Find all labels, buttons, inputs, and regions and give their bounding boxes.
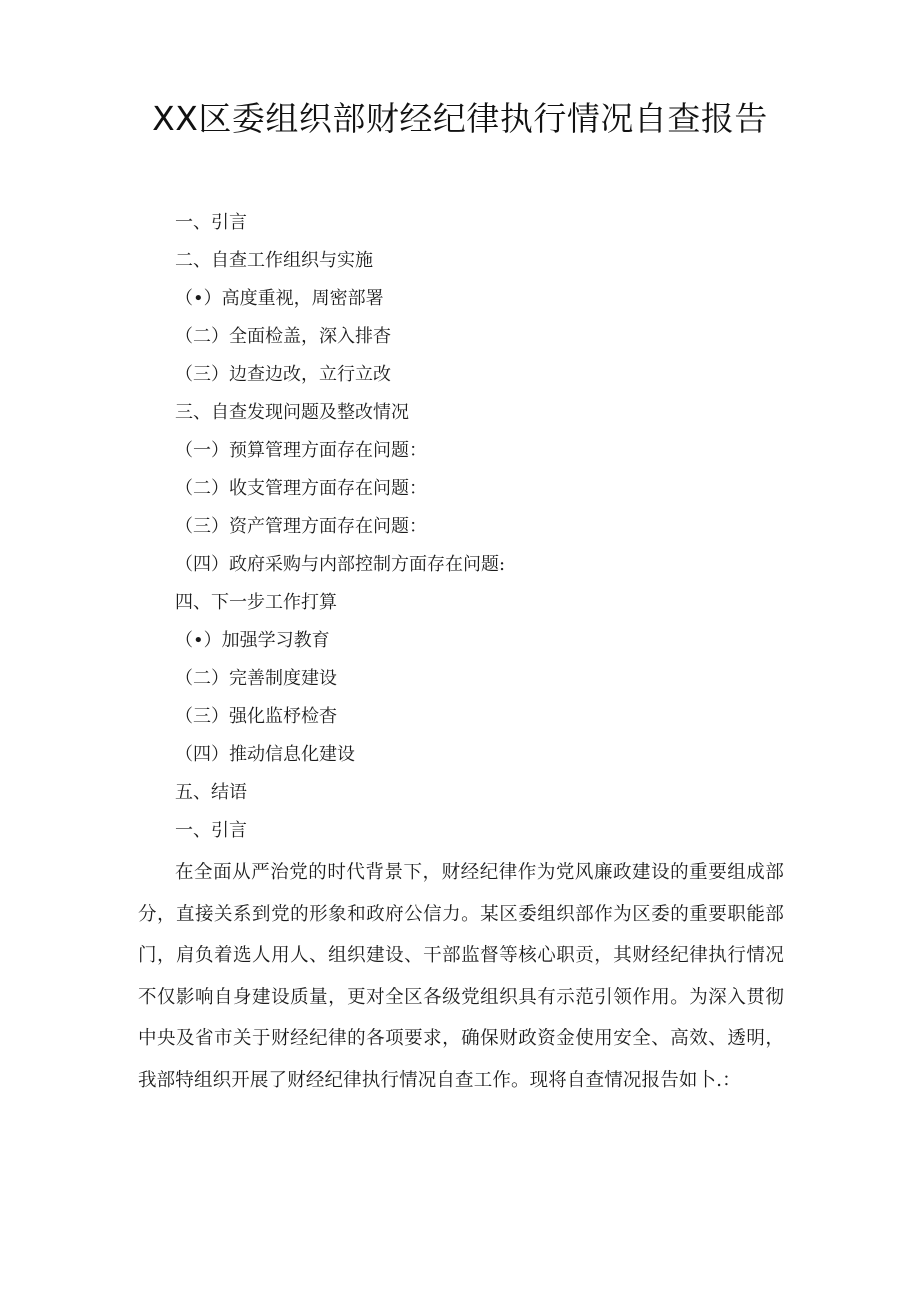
toc-item: （一）预算管理方面存在问题：	[175, 440, 427, 461]
toc-item: （二）完善制度建设	[175, 668, 337, 689]
toc-item: 三、自查发现问题及整改情况	[175, 402, 409, 423]
section-heading-introduction: 一、引言	[175, 820, 247, 841]
table-of-contents	[175, 204, 795, 812]
toc-item: （四）推动信息化建设	[175, 744, 355, 765]
toc-item: （三）资产管理方面存在问题：	[175, 516, 427, 537]
toc-item: 二、自查工作组织与实施	[175, 250, 373, 271]
toc-item: 五、结语	[175, 782, 247, 803]
toc-item: 四、下一步工作打算	[175, 592, 337, 613]
toc-item: 一、引言	[175, 212, 247, 233]
toc-item: （四）政府采购与内部控制方面存在问题:	[175, 554, 506, 575]
toc-item: （•）高度重视，周密部署	[175, 288, 384, 309]
toc-item: （•）加强学习教育	[175, 630, 330, 651]
introduction-paragraph: 在全面从严治党的时代背景下，财经纪律作为党风廉政建设的重要组成部分，直接关系到党的形象和政府公信力。某区委组织部作为区委的重要职能部门，肩负着选人用人、组织建设、干部监督等核心职贡，其财经纪律执行情况不仅影响自身建设质量，更对全区各级党组织具有示范引领作用。为深入贯彻中央及省市关于财经纪律的各项要求，确保财政资金使用安全、高效、透明，我部特组织开展了财经纪律执行情况自查工作。现将自查情况报告如卜.：	[138, 862, 784, 1091]
toc-item: （二）收支管理方面存在问题：	[175, 478, 427, 499]
toc-item: （三）强化监杼检杳	[175, 706, 337, 727]
toc-item: （三）边查边改，立行立改	[175, 364, 391, 385]
document-title: XX区委组织部财经纪律执行情况自查报告	[152, 99, 768, 138]
toc-item: （二）全面检盖，深入排杳	[175, 326, 391, 347]
